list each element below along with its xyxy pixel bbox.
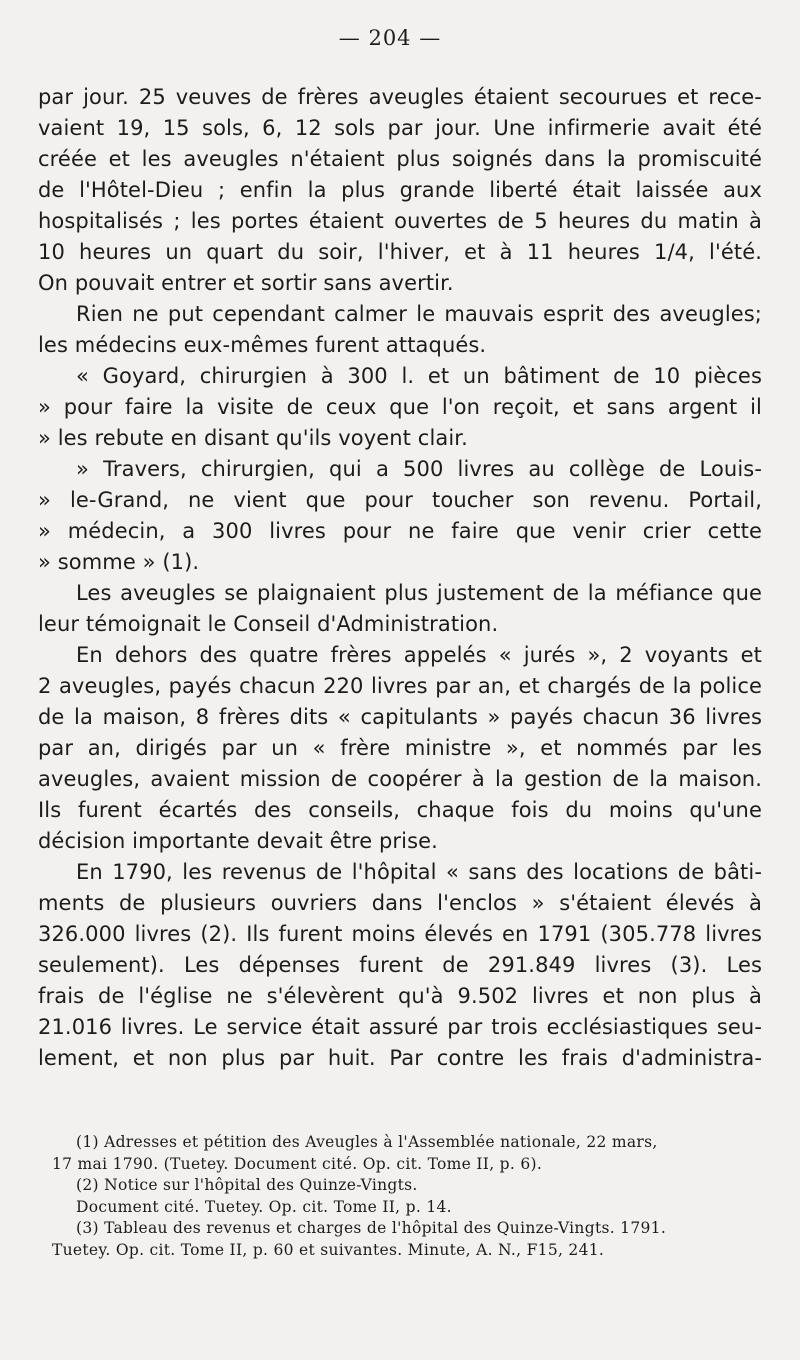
- text-line: Rien ne put cependant calmer le mauvais esprit des aveugles;: [76, 302, 762, 326]
- text-line: aveugles, avaient mission de coopérer à la gestion de la maison.: [38, 767, 762, 791]
- footnote-line: (2) Notice sur l'hôpital des Quinze-Vingts.: [76, 1176, 418, 1194]
- text-line: créée et les aveugles n'étaient plus soignés dans la promiscuité: [38, 147, 762, 171]
- text-line: lement, et non plus par huit. Par contre les frais d'administra-: [38, 1046, 762, 1070]
- text-line: On pouvait entrer et sortir sans avertir.: [38, 271, 454, 295]
- text-line: ments de plusieurs ouvriers dans l'enclos » s'étaient élevés à: [38, 891, 762, 915]
- text-line: de l'Hôtel-Dieu ; enfin la plus grande liberté était laissée aux: [38, 178, 762, 202]
- text-line: » somme » (1).: [38, 550, 200, 574]
- text-line: En dehors des quatre frères appelés « jurés », 2 voyants et: [76, 643, 762, 667]
- text-line: Les aveugles se plaignaient plus justement de la méfiance que: [76, 581, 762, 605]
- footnotes: [52, 1132, 764, 1261]
- text-line: » médecin, a 300 livres pour ne faire que venir crier cette: [38, 519, 762, 543]
- text-line: vaient 19, 15 sols, 6, 12 sols par jour. Une infirmerie avait été: [38, 116, 762, 140]
- text-line: 21.016 livres. Le service était assuré par trois ecclésiastiques seu-: [38, 1015, 762, 1039]
- text-line: » les rebute en disant qu'ils voyent clair.: [38, 426, 468, 450]
- text-line: En 1790, les revenus de l'hôpital « sans des locations de bâti-: [76, 860, 762, 884]
- text-line: 326.000 livres (2). Ils furent moins élevés en 1791 (305.778 livres: [38, 922, 762, 946]
- text-line: hospitalisés ; les portes étaient ouvertes de 5 heures du matin à: [38, 209, 762, 233]
- text-line: leur témoignait le Conseil d'Administration.: [38, 612, 499, 636]
- body-text: [38, 82, 762, 1074]
- text-line: Ils furent écartés des conseils, chaque fois du moins qu'une: [38, 798, 762, 822]
- footnote-line: (3) Tableau des revenus et charges de l'hôpital des Quinze-Vingts. 1791.: [76, 1219, 667, 1237]
- page-number: — 204 —: [338, 26, 442, 50]
- text-line: 2 aveugles, payés chacun 220 livres par an, et chargés de la police: [38, 674, 762, 698]
- text-line: » le-Grand, ne vient que pour toucher son revenu. Portail,: [38, 488, 762, 512]
- text-line: 10 heures un quart du soir, l'hiver, et à 11 heures 1/4, l'été.: [38, 240, 762, 264]
- text-line: seulement). Les dépenses furent de 291.849 livres (3). Les: [38, 953, 762, 977]
- text-line: « Goyard, chirurgien à 300 l. et un bâtiment de 10 pièces: [76, 364, 762, 388]
- footnote-line: Tuetey. Op. cit. Tome II, p. 60 et suivantes. Minute, A. N., F15, 241.: [52, 1240, 605, 1259]
- text-line: » pour faire la visite de ceux que l'on reçoit, et sans argent il: [38, 395, 762, 419]
- text-line: de la maison, 8 frères dits « capitulants » payés chacun 36 livres: [38, 705, 762, 729]
- footnote-line: (1) Adresses et pétition des Aveugles à l'Assemblée nationale, 22 mars,: [76, 1133, 658, 1151]
- text-line: décision importante devait être prise.: [38, 829, 438, 853]
- footnote-line: Document cité. Tuetey. Op. cit. Tome II, p. 14.: [76, 1197, 452, 1216]
- text-line: par an, dirigés par un « frère ministre », et nommés par les: [38, 736, 762, 760]
- footnote-line: 17 mai 1790. (Tuetey. Document cité. Op. cit. Tome II, p. 6).: [52, 1154, 543, 1173]
- text-line: les médecins eux-mêmes furent attaqués.: [38, 333, 487, 357]
- text-line: frais de l'église ne s'élevèrent qu'à 9.502 livres et non plus à: [38, 984, 762, 1008]
- text-line: » Travers, chirurgien, qui a 500 livres au collège de Louis-: [76, 457, 762, 481]
- text-line: par jour. 25 veuves de frères aveugles étaient secourues et rece-: [38, 85, 762, 109]
